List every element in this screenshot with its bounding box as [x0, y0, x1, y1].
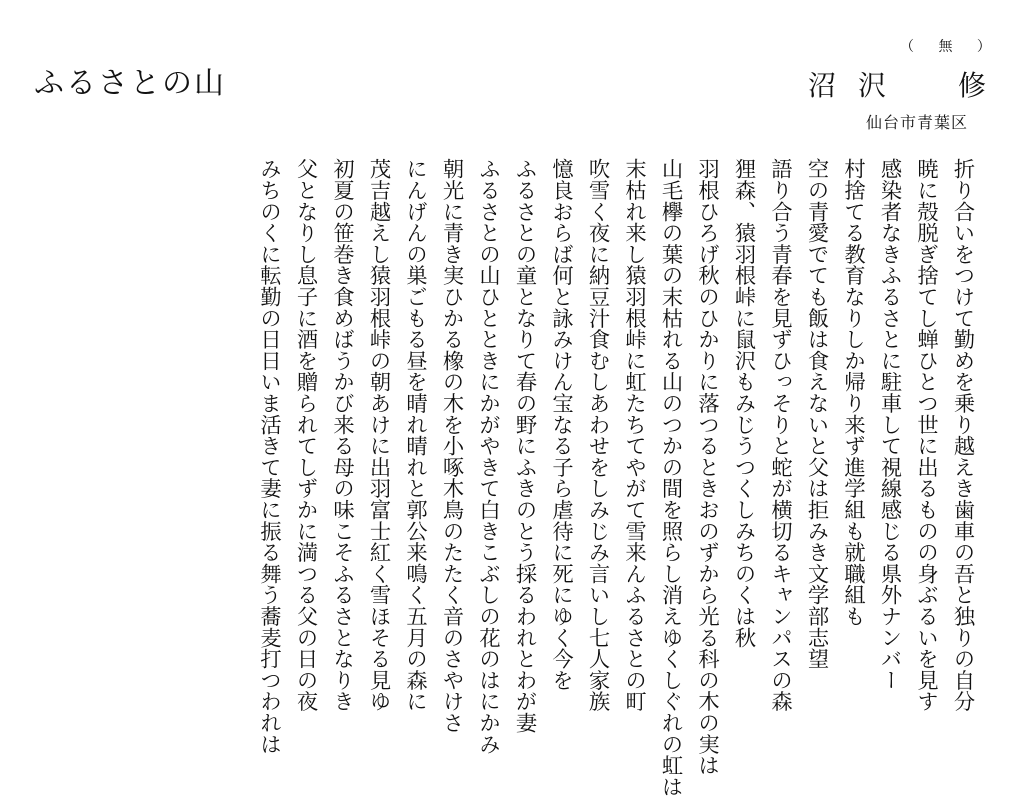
tanka-poem: 初夏の笹巻き食めばうかび来る母の味こそふるさとなりき — [329, 158, 355, 712]
tanka-poem: 朝光に青き実ひかる橡の木を小啄木鳥のたたく音のさやけさ — [439, 158, 464, 734]
author-surname: 沼沢 — [808, 69, 909, 102]
tanka-poem: 末枯れ来し猿羽根峠に虹たちてやがて雪来んふるさとの町 — [621, 158, 647, 712]
tanka-poem: 山毛欅の葉の末枯れる山のつかの間を照らし消えゆくしぐれの虹は — [658, 158, 683, 797]
author-given-name: 修 — [958, 69, 987, 102]
tanka-poem: ふるさとの山ひとときにかがやきて白きこぶしの花のはにかみ — [475, 158, 501, 755]
page-title: ふるさとの山 — [34, 66, 226, 101]
tanka-poem: 村捨てる教育なりしか帰り来ず進学組も就職組も — [840, 158, 866, 627]
tanka-poem: 父となりし息子に酒を贈られてしずかに満つる父の日の夜 — [293, 158, 318, 712]
tanka-poem: 狸森、猿羽根峠に鼠沢もみじうつくしみちのくは秋 — [731, 158, 756, 648]
tanka-poem: 感染者なきふるさとに駐車して視線感じる県外ナンバー — [877, 158, 902, 691]
tanka-poem: 羽根ひろげ秋のひかりに落つるときおのずから光る科の木の実は — [694, 158, 720, 776]
author-location: 仙台市青葉区 — [866, 113, 969, 132]
tanka-poem: 折り合いをつけて勤めを乗り越えき歯車の吾と独りの自分 — [950, 158, 975, 712]
tanka-poem: 空の青愛でても飯は食えないと父は拒みき文学部志望 — [804, 158, 829, 670]
tanka-poem: にんげんの巣ごもる昼を晴れ晴れと郭公来鳴く五月の森に — [402, 158, 428, 712]
tanka-poem: 茂吉越えし猿羽根峠の朝あけに出羽富士紅く雪ほそる見ゆ — [366, 158, 391, 712]
author-name — [808, 64, 986, 104]
tanka-poem: 語り合う青春を見ずひっそりと蛇が横切るキャンパスの森 — [767, 158, 793, 712]
tanka-poem: みちのくに転勤の日日いま活きて妻に振る舞う蕎麦打つわれは — [256, 158, 282, 755]
tanka-poem: 吹雪く夜に納豆汁食むしあわせをしみじみ言いし七人家族 — [585, 158, 610, 712]
affiliation-note: （ 無 ） — [900, 39, 1001, 55]
poem-list — [256, 158, 975, 797]
tanka-poem: 憶良おらば何と詠みけん宝なる子ら虐待に死にゆく今を — [548, 158, 574, 691]
tanka-poem: ふるさとの童となりて春の野にふきのとう採るわれとわが妻 — [512, 158, 537, 734]
tanka-poem: 暁に殻脱ぎ捨てし蝉ひとつ世に出るものの身ぶるいを見す — [913, 158, 939, 712]
